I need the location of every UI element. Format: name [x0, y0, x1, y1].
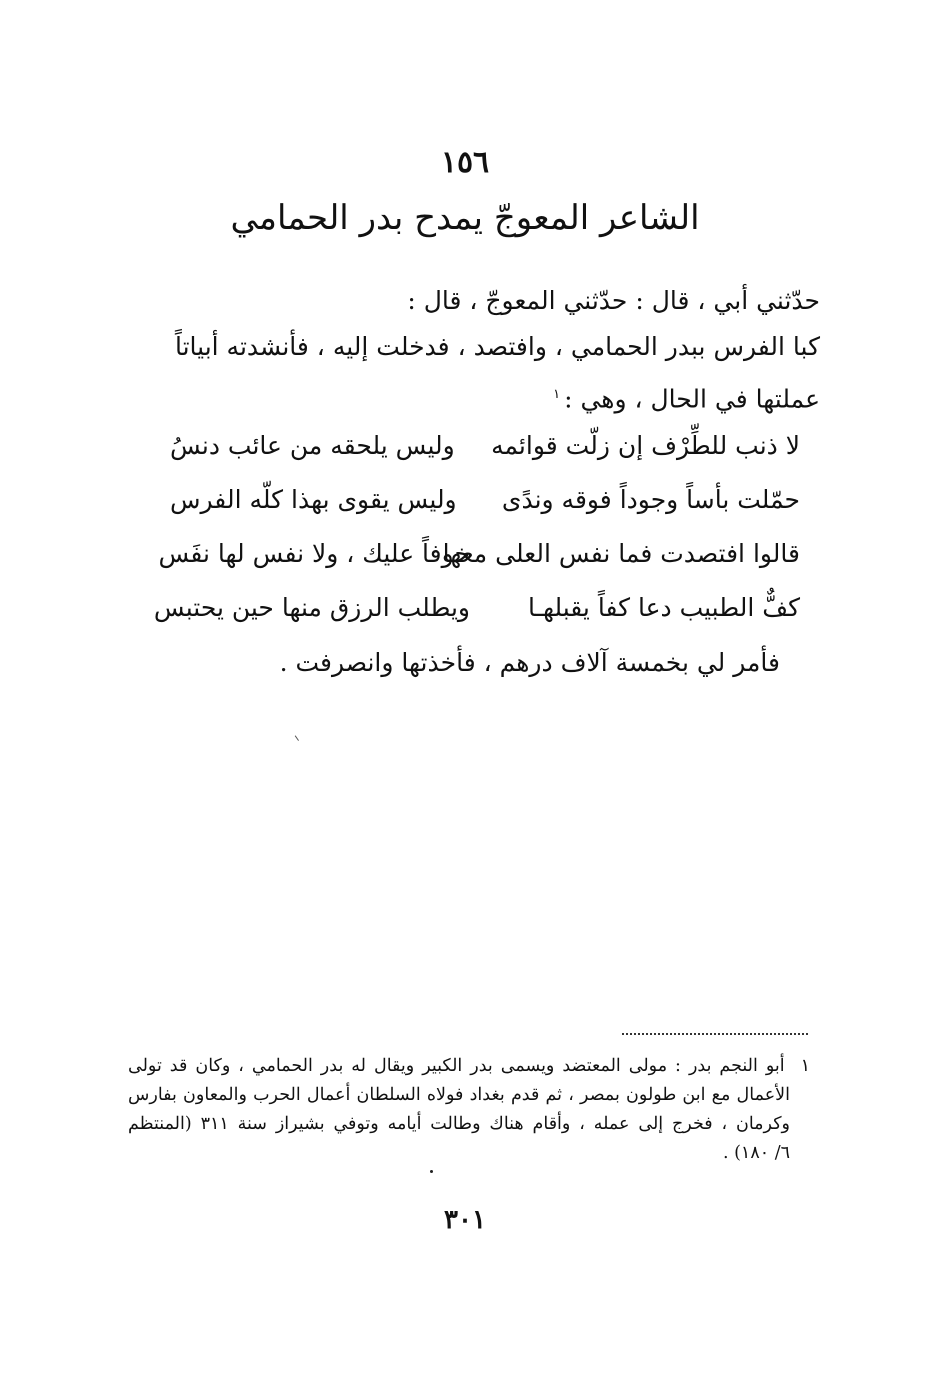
footnote-line [128, 1052, 810, 1081]
narrative-continued-text: عملتها في الحال ، وهي : [564, 384, 820, 414]
poem-verse [158, 534, 800, 588]
footnote-reference: ١ [553, 387, 561, 402]
verse-second-hemistich: وليس يقوى بهذا كلّه الفرس [170, 485, 457, 514]
narrative-line [120, 328, 820, 366]
verse-second-hemistich: ويطلب الرزق منها حين يحتبس [153, 593, 470, 622]
page-number: ٣٠١ [444, 1205, 486, 1235]
poem-verse [170, 480, 800, 534]
closing-line: فأمر لي بخمسة آلاف درهم ، فأخذتها وانصرفت . [279, 648, 780, 677]
narrative-text: كبا الفرس ببدر الحمامي ، وافتصد ، فدخلت إليه ، فأنشدته أبياتاً [174, 332, 820, 361]
verse-first-hemistich: كفٌّ الطبيب دعا كفاً يقبلهـا [528, 593, 800, 622]
footnote-line: الأعمال مع ابن طولون بمصر ، ثم قدم بغداد فولاه السلطان أعمال الحرب والمعاون بفارس [128, 1085, 790, 1105]
section-number: ١٥٦ [440, 145, 490, 180]
footnote-number: ١ [800, 1056, 810, 1076]
verse-second-hemistich: خوفاً عليك ، ولا نفس لها نفَس [158, 539, 470, 568]
print-speck [295, 733, 303, 741]
verse-first-hemistich: قالوا افتصدت فما نفس العلى معها [442, 539, 800, 568]
print-speck [430, 1170, 433, 1173]
poem [153, 426, 800, 642]
poem-verse [153, 588, 800, 642]
verse-first-hemistich: لا ذنب للطِّرْف إن زلّت قوائمه [491, 431, 800, 460]
footnote-line: وكرمان ، فخرج إلى عمله ، وأقام هناك وطالت أيامه وتوفي بشيراز سنة ٣١١ (المنتظم [128, 1114, 790, 1134]
footnote [128, 1052, 810, 1168]
section-title: الشاعر المعوجّ يمدح بدر الحمامي [230, 198, 700, 238]
verse-first-hemistich: حمّلت بأساً وجوداً فوقه وندًى [501, 485, 800, 514]
footnote-line: ٦/ ١٨٠) . [722, 1143, 790, 1163]
narrative-line-continued [120, 376, 820, 418]
footnote-divider [622, 1033, 808, 1035]
verse-second-hemistich: وليس يلحقه من عائب دنسُ [170, 431, 455, 460]
poem-verse [170, 426, 800, 480]
footnote-text: أبو النجم بدر : مولى المعتضد ويسمى بدر الكبير ويقال له بدر الحمامي ، وكان قد تولى [128, 1056, 785, 1076]
opening-line: حدّثني أبي ، قال : حدّثني المعوجّ ، قال : [407, 286, 820, 315]
